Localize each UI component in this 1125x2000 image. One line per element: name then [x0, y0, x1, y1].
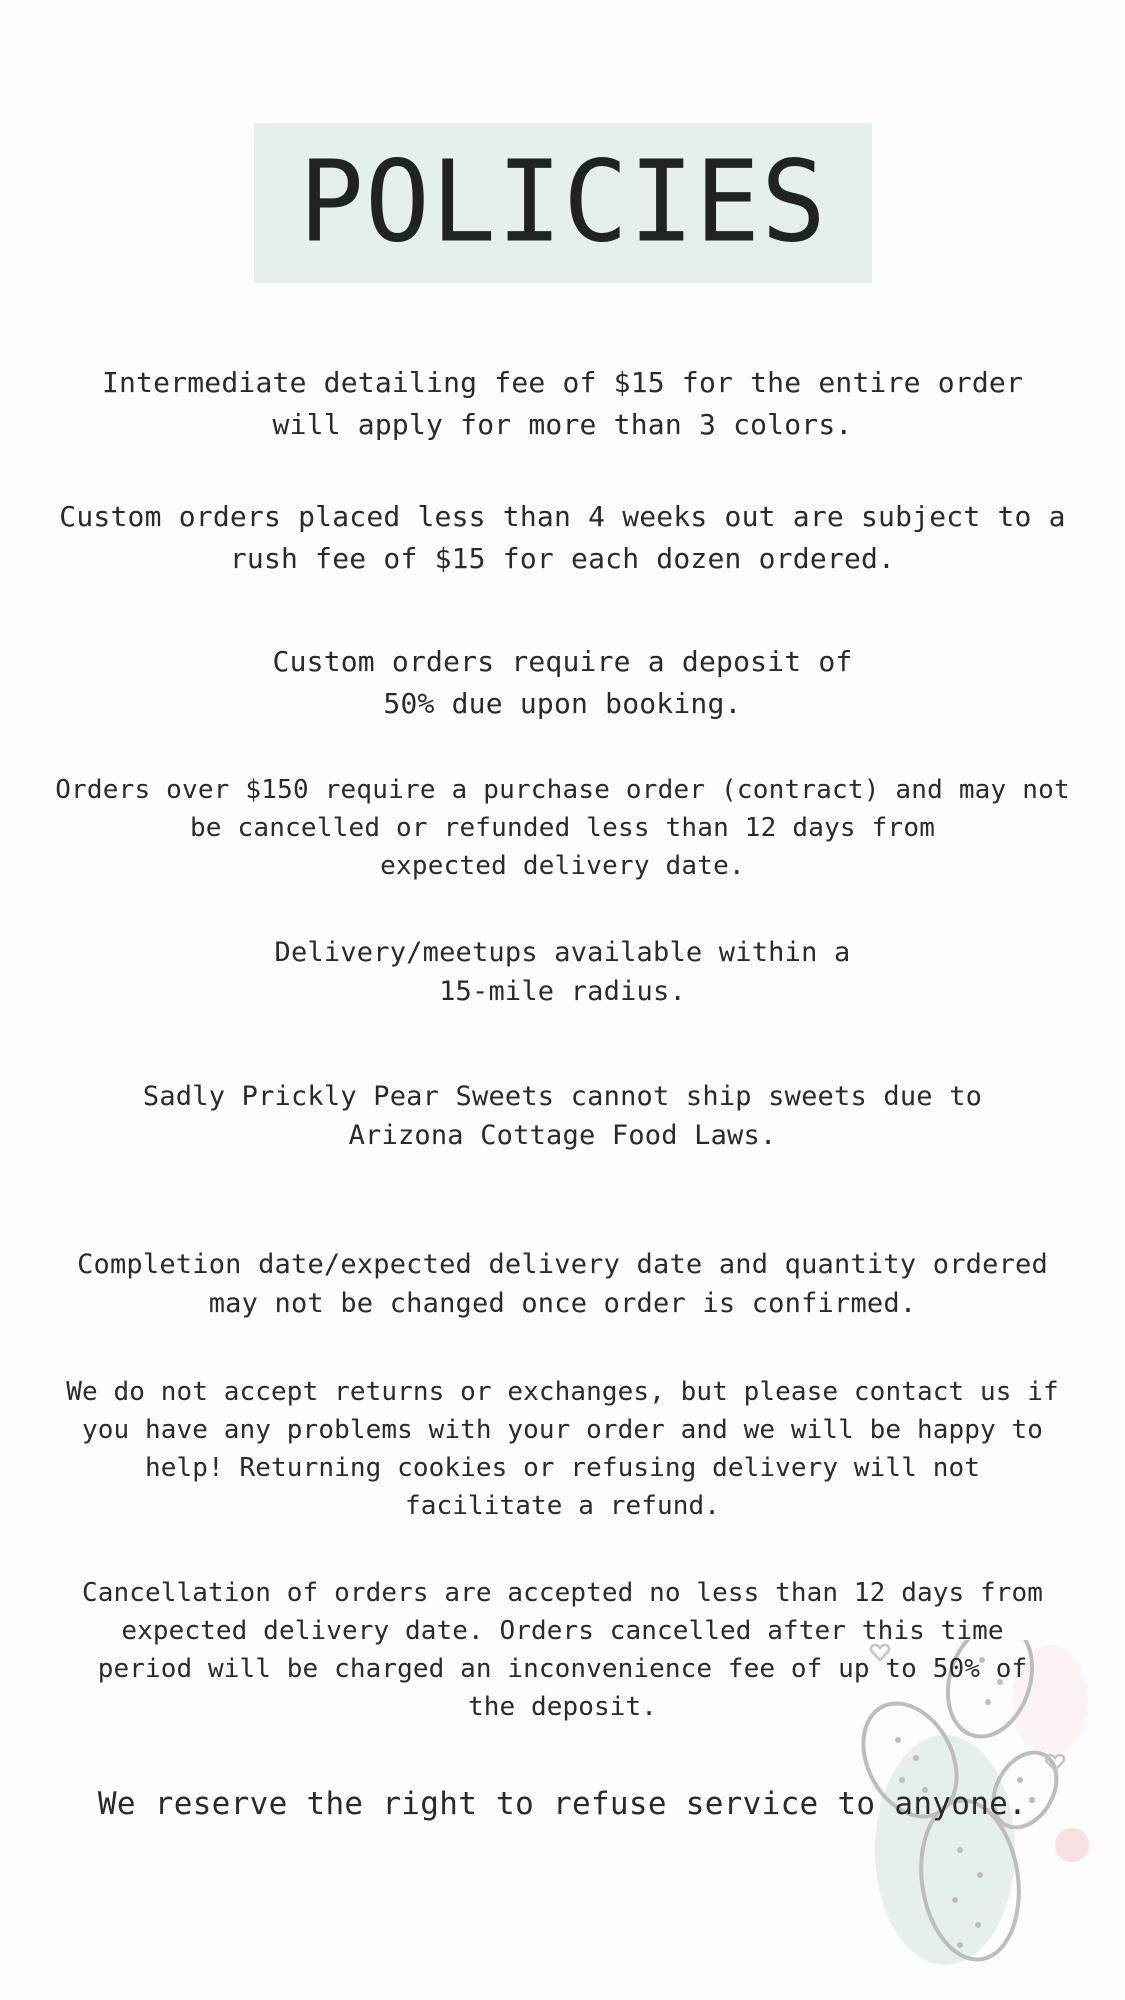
policy-purchase-order: Orders over $150 require a purchase order (contract) and may not be cancelled or refunded less than 12 days from expected delivery date.	[55, 775, 1070, 881]
policy-no-changes: Completion date/expected delivery date and quantity ordered may not be changed once order is confirmed.	[77, 1249, 1048, 1319]
policy-detailing-fee: Intermediate detailing fee of $15 for the entire order will apply for more than 3 colors.	[101, 366, 1024, 441]
policy-refuse-service: We reserve the right to refuse service to anyone.	[97, 1786, 1028, 1822]
policy-shipping: Sadly Prickly Pear Sweets cannot ship sweets due to Arizona Cottage Food Laws.	[142, 1081, 983, 1151]
policy-rush-fee: Custom orders placed less than 4 weeks out are subject to a rush fee of $15 for each dozen ordered.	[59, 500, 1066, 575]
title-banner	[254, 123, 872, 283]
policy-delivery-radius: Delivery/meetups available within a 15-mile radius.	[274, 937, 851, 1007]
policy-deposit: Custom orders require a deposit of 50% due upon booking.	[272, 645, 853, 720]
policy-cancellation: Cancellation of orders are accepted no less than 12 days from expected delivery date. Orders cancelled after this time period will be charged an inconvenience fee of up to 50% of the deposit.	[82, 1578, 1043, 1722]
policy-returns: We do not accept returns or exchanges, but please contact us if you have any problems with your order and we will be happy to help! Returning cookies or refusing delivery will not facilitate a refund.	[66, 1377, 1059, 1521]
page-title: POLICIES	[298, 137, 828, 268]
